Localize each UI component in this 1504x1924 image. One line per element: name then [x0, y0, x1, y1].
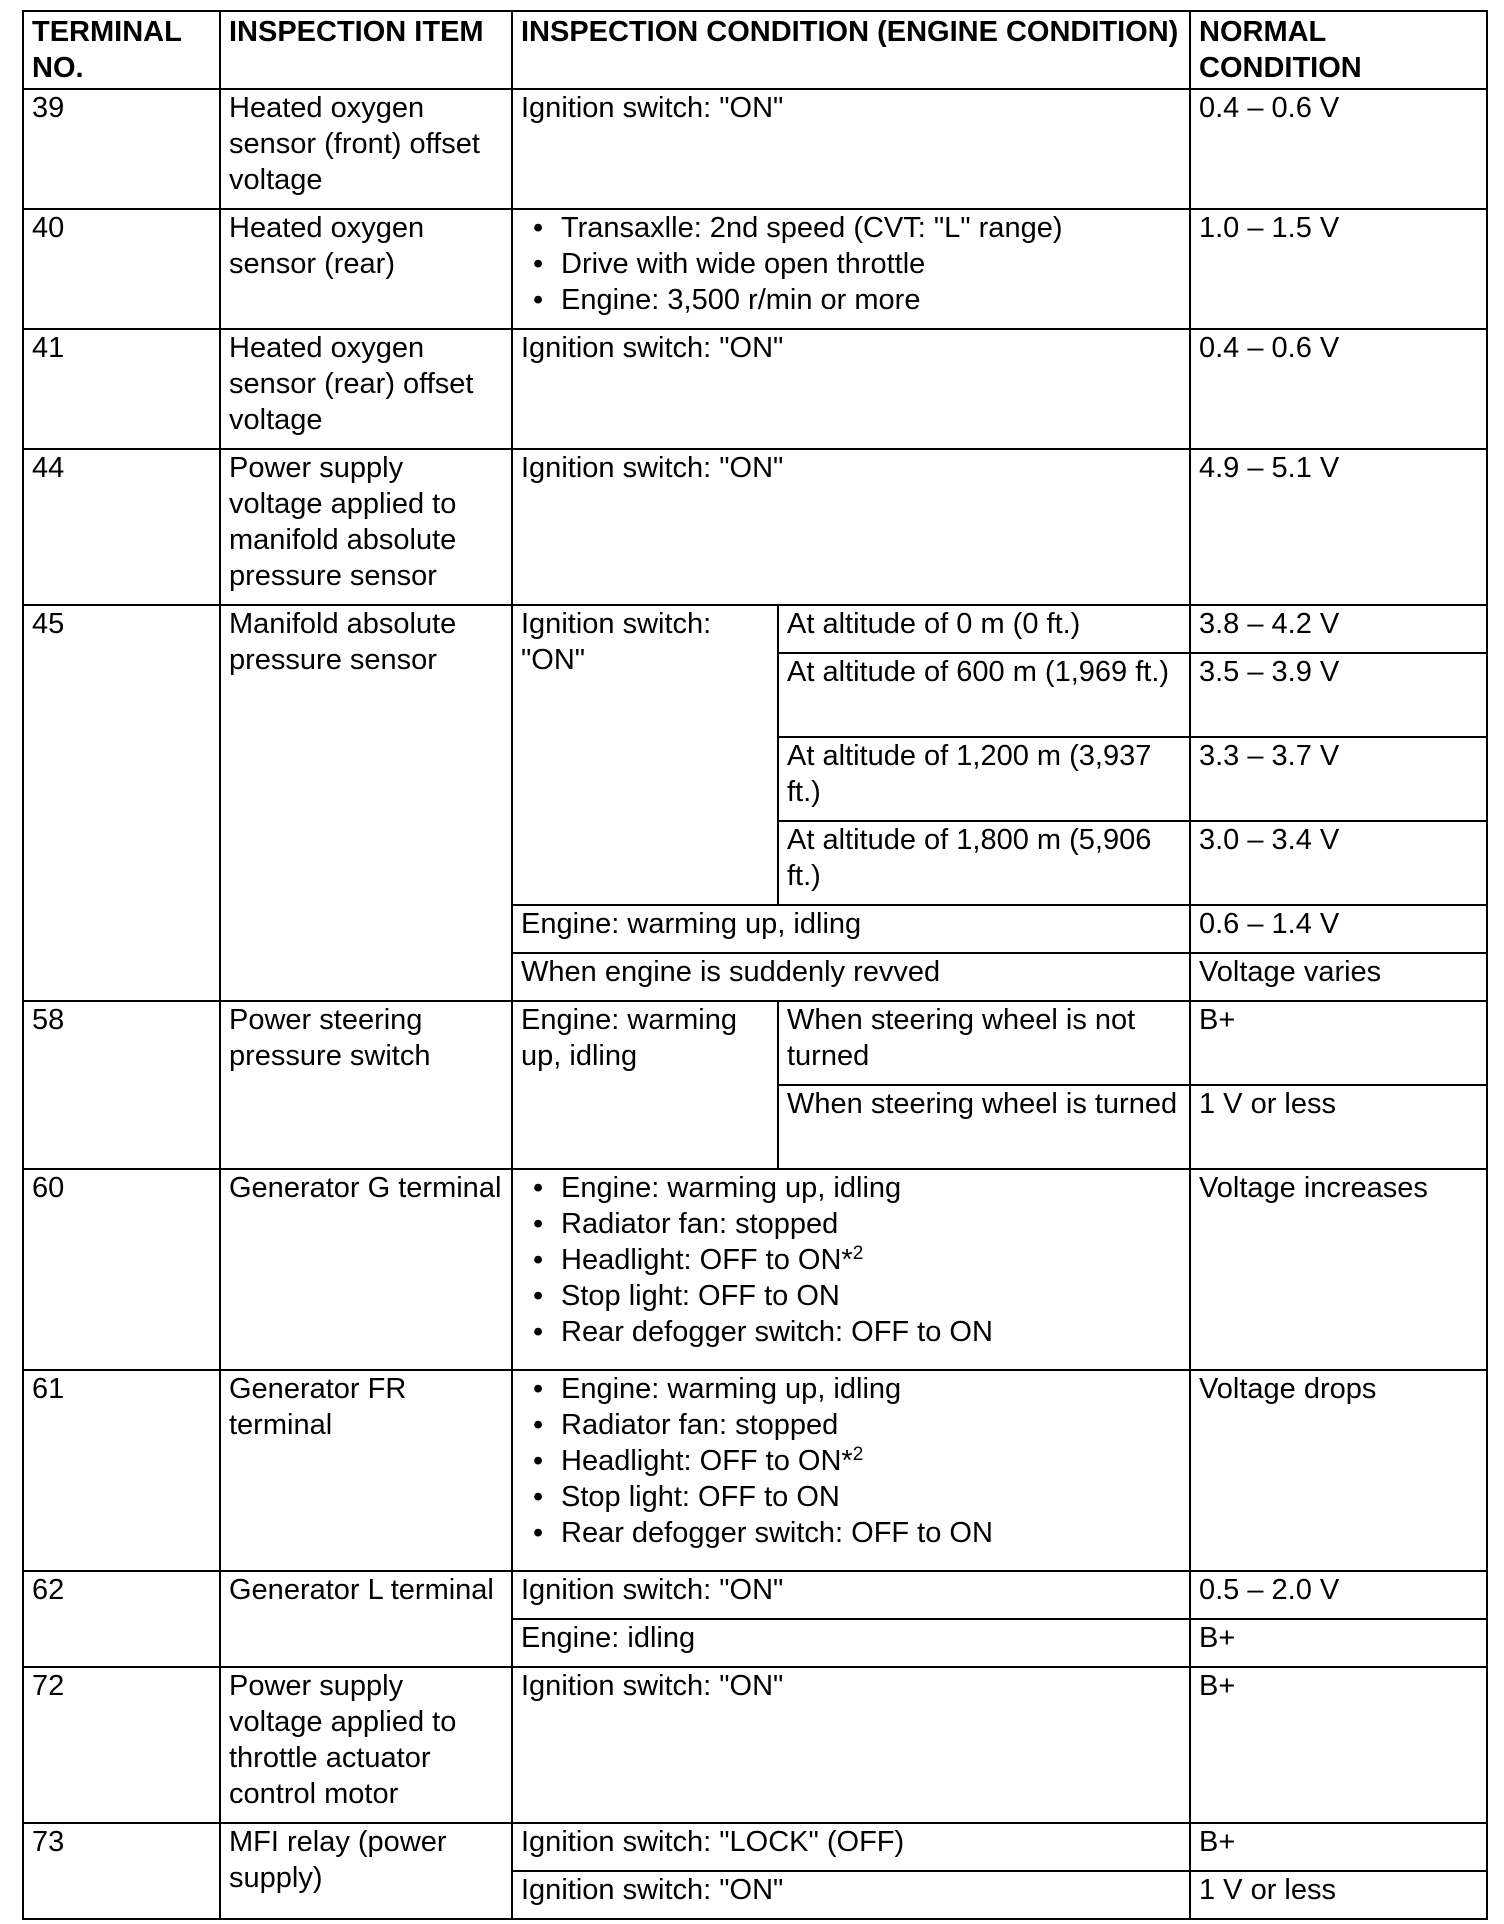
inspection-condition-cell: Ignition switch: "ON" [512, 1871, 1190, 1919]
inspection-item-cell: Generator G terminal [220, 1169, 512, 1370]
terminal-no-cell: 62 [23, 1571, 220, 1667]
inspection-item-cell: Generator L terminal [220, 1571, 512, 1667]
inspection-condition-cell [512, 1370, 1190, 1571]
condition-list-item: • Engine: 3,500 r/min or more [525, 282, 1181, 318]
condition-text: Headlight: OFF to ON* [561, 1445, 853, 1477]
footnote-mark: 2 [852, 1444, 864, 1465]
normal-condition-cell: B+ [1190, 1667, 1487, 1823]
sub-condition-cell: At altitude of 600 m (1,969 ft.) [778, 653, 1190, 737]
inspection-item-cell: MFI relay (power supply) [220, 1823, 512, 1919]
sub-condition-cell: At altitude of 1,200 m (3,937 ft.) [778, 737, 1190, 821]
header-inspection-condition: INSPECTION CONDITION (ENGINE CONDITION) [512, 11, 1190, 89]
inspection-item-cell: Generator FR terminal [220, 1370, 512, 1571]
terminal-no-cell: 41 [23, 329, 220, 449]
inspection-condition-cell: Ignition switch: "ON" [512, 89, 1190, 209]
condition-list-item [525, 1443, 1181, 1479]
normal-condition-cell: 0.4 – 0.6 V [1190, 329, 1487, 449]
normal-condition-cell: 3.0 – 3.4 V [1190, 821, 1487, 905]
terminal-no-cell: 58 [23, 1001, 220, 1169]
table-row [23, 1001, 1487, 1085]
terminal-inspection-table [22, 10, 1488, 1920]
terminal-no-cell: 72 [23, 1667, 220, 1823]
inspection-condition-cell [512, 209, 1190, 329]
terminal-no-cell: 73 [23, 1823, 220, 1919]
inspection-condition-cell: Engine: idling [512, 1619, 1190, 1667]
terminal-no-cell: 60 [23, 1169, 220, 1370]
table-row [23, 1571, 1487, 1619]
normal-condition-cell: 1 V or less [1190, 1085, 1487, 1169]
condition-list-item: • Drive with wide open throttle [525, 246, 1181, 282]
normal-condition-cell: 1 V or less [1190, 1871, 1487, 1919]
normal-condition-cell: Voltage increases [1190, 1169, 1487, 1370]
inspection-condition-cell: Engine: warming up, idling [512, 905, 1190, 953]
sub-condition-cell: When steering wheel is not turned [778, 1001, 1190, 1085]
inspection-condition-cell: Ignition switch: "ON" [512, 329, 1190, 449]
condition-list [521, 210, 1181, 318]
condition-list-item: • Engine: warming up, idling [525, 1371, 1181, 1407]
normal-condition-cell: 1.0 – 1.5 V [1190, 209, 1487, 329]
normal-condition-cell: 0.6 – 1.4 V [1190, 905, 1487, 953]
terminal-no-cell: 44 [23, 449, 220, 605]
header-normal-condition: NORMAL CONDITION [1190, 11, 1487, 89]
condition-list-item: • Engine: warming up, idling [525, 1170, 1181, 1206]
inspection-item-cell: Heated oxygen sensor (front) offset voltage [220, 89, 512, 209]
condition-text: Headlight: OFF to ON* [561, 1244, 853, 1276]
terminal-no-cell: 61 [23, 1370, 220, 1571]
table-row [23, 329, 1487, 449]
inspection-item-cell: Heated oxygen sensor (rear) [220, 209, 512, 329]
condition-group-cell: Ignition switch: "ON" [512, 605, 778, 905]
inspection-condition-cell: When engine is suddenly revved [512, 953, 1190, 1001]
table-row [23, 605, 1487, 653]
terminal-no-cell: 40 [23, 209, 220, 329]
normal-condition-cell: Voltage drops [1190, 1370, 1487, 1571]
normal-condition-cell: 3.8 – 4.2 V [1190, 605, 1487, 653]
inspection-condition-cell: Ignition switch: "ON" [512, 1571, 1190, 1619]
inspection-item-cell: Power supply voltage applied to throttle actuator control motor [220, 1667, 512, 1823]
condition-list-item: • Radiator fan: stopped [525, 1407, 1181, 1443]
sub-condition-cell: At altitude of 0 m (0 ft.) [778, 605, 1190, 653]
table-row [23, 1667, 1487, 1823]
condition-list-item: • Radiator fan: stopped [525, 1206, 1181, 1242]
condition-list [521, 1371, 1181, 1551]
table-row [23, 1823, 1487, 1871]
footnote-mark: 2 [852, 1243, 864, 1264]
terminal-no-cell: 39 [23, 89, 220, 209]
condition-list-item: • Stop light: OFF to ON [525, 1278, 1181, 1314]
table-row [23, 89, 1487, 209]
terminal-no-cell: 45 [23, 605, 220, 1001]
condition-group-cell: Engine: warming up, idling [512, 1001, 778, 1169]
inspection-condition-cell [512, 1169, 1190, 1370]
normal-condition-cell: B+ [1190, 1619, 1487, 1667]
sub-condition-cell: At altitude of 1,800 m (5,906 ft.) [778, 821, 1190, 905]
condition-list-item: • Rear defogger switch: OFF to ON [525, 1515, 1181, 1551]
inspection-item-cell: Manifold absolute pressure sensor [220, 605, 512, 1001]
condition-list-item: • Stop light: OFF to ON [525, 1479, 1181, 1515]
header-terminal-no: TERMINAL NO. [23, 11, 220, 89]
inspection-condition-cell: Ignition switch: "ON" [512, 1667, 1190, 1823]
table-row [23, 1169, 1487, 1370]
normal-condition-cell: 3.5 – 3.9 V [1190, 653, 1487, 737]
normal-condition-cell: B+ [1190, 1001, 1487, 1085]
condition-list-item: • Transaxlle: 2nd speed (CVT: "L" range) [525, 210, 1181, 246]
normal-condition-cell: 0.5 – 2.0 V [1190, 1571, 1487, 1619]
condition-list-item: • Rear defogger switch: OFF to ON [525, 1314, 1181, 1350]
table-row [23, 449, 1487, 605]
normal-condition-cell: B+ [1190, 1823, 1487, 1871]
inspection-condition-cell: Ignition switch: "ON" [512, 449, 1190, 605]
table-row [23, 1370, 1487, 1571]
sub-condition-cell: When steering wheel is turned [778, 1085, 1190, 1169]
inspection-item-cell: Power supply voltage applied to manifold absolute pressure sensor [220, 449, 512, 605]
normal-condition-cell: Voltage varies [1190, 953, 1487, 1001]
header-inspection-item: INSPECTION ITEM [220, 11, 512, 89]
table-row [23, 209, 1487, 329]
condition-list-item [525, 1242, 1181, 1278]
header-row [23, 11, 1487, 89]
condition-list [521, 1170, 1181, 1350]
inspection-condition-cell: Ignition switch: "LOCK" (OFF) [512, 1823, 1190, 1871]
inspection-item-cell: Power steering pressure switch [220, 1001, 512, 1169]
normal-condition-cell: 0.4 – 0.6 V [1190, 89, 1487, 209]
normal-condition-cell: 3.3 – 3.7 V [1190, 737, 1487, 821]
normal-condition-cell: 4.9 – 5.1 V [1190, 449, 1487, 605]
inspection-item-cell: Heated oxygen sensor (rear) offset voltage [220, 329, 512, 449]
